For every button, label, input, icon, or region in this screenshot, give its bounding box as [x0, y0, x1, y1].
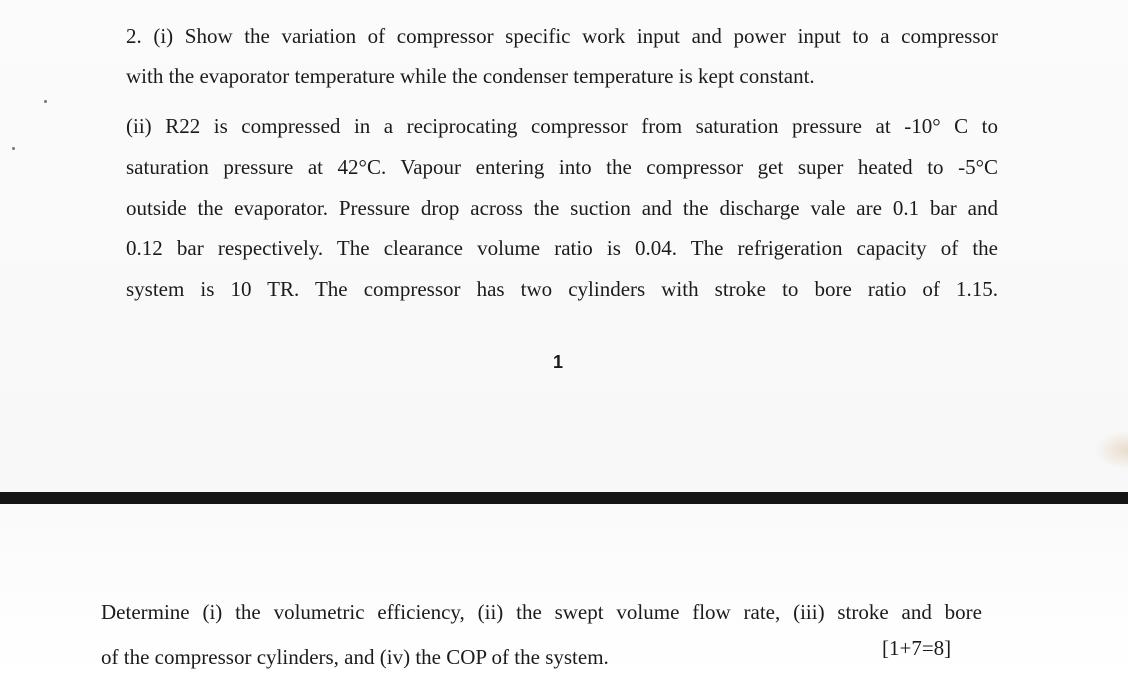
- question-2-part-ii-line-2: saturation pressure at 42°C. Vapour entering into the compressor get super heated to -5°C: [126, 155, 998, 179]
- photo-seam-divider: [0, 492, 1128, 504]
- question-2-part-ii-line-3: outside the evaporator. Pressure drop across the suction and the discharge vale are 0.1 bar and: [126, 196, 998, 220]
- scan-speck: [12, 147, 15, 150]
- scan-speck: [44, 100, 47, 103]
- question-2-part-ii-line-1: (ii) R22 is compressed in a reciprocating compressor from saturation pressure at -10° C to: [126, 114, 998, 138]
- continuation-line-2: of the compressor cylinders, and (iv) the COP of the system.: [101, 645, 609, 669]
- page-edge-stain: [1094, 430, 1128, 470]
- page-number: 1: [553, 352, 564, 372]
- question-2-part-ii-line-4: 0.12 bar respectively. The clearance volume ratio is 0.04. The refrigeration capacity of the: [126, 236, 998, 260]
- question-2-part-ii-line-5: system is 10 TR. The compressor has two cylinders with stroke to bore ratio of 1.15.: [126, 277, 998, 301]
- question-2-part-i-line-1: 2. (i) Show the variation of compressor specific work input and power input to a compressor: [126, 24, 998, 48]
- continuation-line-1: Determine (i) the volumetric efficiency, (ii) the swept volume flow rate, (iii) stroke and bore: [101, 600, 982, 624]
- question-2-part-i-line-2: with the evaporator temperature while the condenser temperature is kept constant.: [126, 64, 815, 88]
- marks-allocation: [1+7=8]: [882, 636, 952, 660]
